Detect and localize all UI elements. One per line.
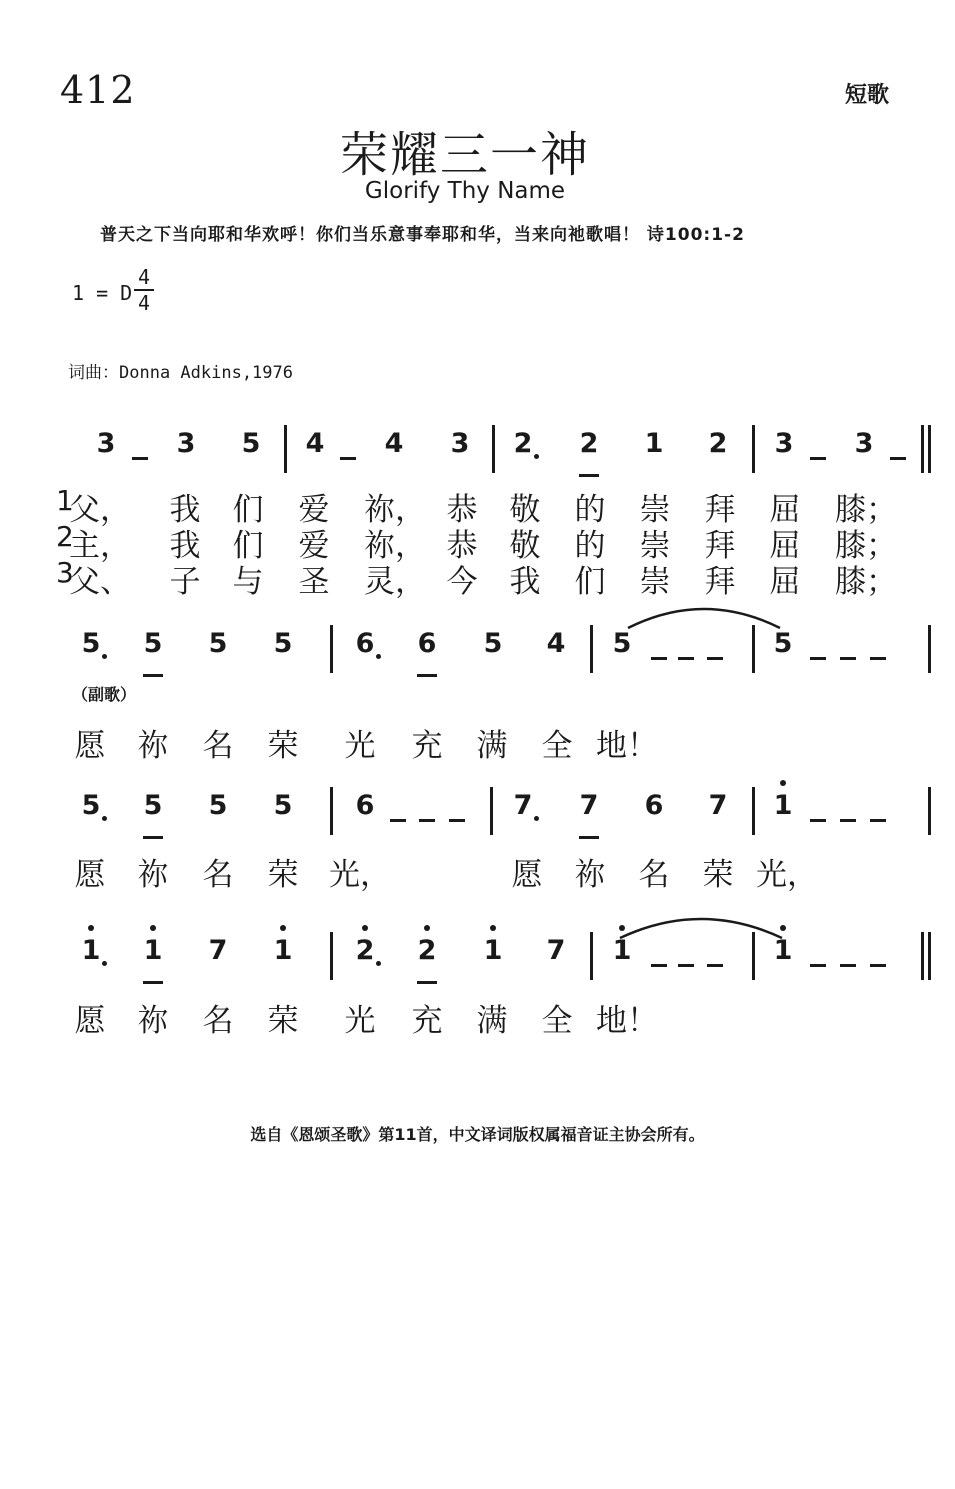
time-signature	[134, 266, 154, 314]
barline	[921, 425, 924, 473]
high-octave-dot	[150, 925, 156, 931]
high-octave-dot	[280, 925, 286, 931]
sustain-dash	[678, 964, 694, 967]
barline	[928, 625, 931, 673]
high-octave-dot	[424, 925, 430, 931]
category-label: 短歌	[845, 83, 890, 108]
barline	[590, 932, 593, 980]
sustain-dash	[840, 657, 856, 660]
sustain-dash	[810, 819, 826, 822]
barline	[492, 425, 495, 473]
copyright-footer: 选自《恩颂圣歌》第11首，中文译词版权属福音证主协会所有。	[250, 1125, 705, 1144]
augmentation-dot	[376, 654, 381, 659]
barline	[284, 425, 287, 473]
sustain-dash	[810, 964, 826, 967]
barline	[921, 932, 924, 980]
high-octave-dot	[619, 925, 625, 931]
barline	[752, 932, 755, 980]
time-signature-bottom: 4	[137, 291, 151, 315]
scripture-epigraph: 普天之下当向耶和华欢呼！你们当乐意事奉耶和华，当来向祂歌唱！ 诗100:1-2	[100, 225, 745, 245]
augmentation-dot	[102, 961, 107, 966]
sustain-dash	[840, 819, 856, 822]
augmentation-dot	[376, 961, 381, 966]
key-signature: 1 = D	[72, 281, 133, 305]
verse-number: 3	[56, 556, 74, 589]
high-octave-dot	[362, 925, 368, 931]
augmentation-dot	[102, 816, 107, 821]
credits-line: 词曲：Donna Adkins,1976	[68, 363, 293, 383]
sustain-dash	[707, 964, 723, 967]
sustain-dash	[810, 457, 826, 460]
tie-slur	[0, 0, 1, 1]
barline	[490, 787, 493, 835]
chorus-label: （副歌）	[72, 685, 137, 704]
hymn-title-english: Glorify Thy Name	[364, 178, 566, 204]
high-octave-dot	[88, 925, 94, 931]
sustain-dash	[870, 819, 886, 822]
barline	[928, 425, 931, 473]
barline	[330, 932, 333, 980]
barline	[928, 787, 931, 835]
sustain-dash	[449, 819, 465, 822]
high-octave-dot	[780, 780, 786, 786]
barline	[752, 625, 755, 673]
high-octave-dot	[780, 925, 786, 931]
eighth-underline	[579, 836, 599, 839]
sustain-dash	[678, 657, 694, 660]
time-signature-top: 4	[137, 265, 151, 289]
sustain-dash	[132, 457, 148, 460]
hymn-title-chinese: 荣耀三一神	[339, 127, 590, 183]
verse-number: 1	[56, 484, 74, 517]
barline	[330, 625, 333, 673]
barline	[590, 625, 593, 673]
sustain-dash	[651, 964, 667, 967]
barline	[330, 787, 333, 835]
sustain-dash	[810, 657, 826, 660]
augmentation-dot	[102, 654, 107, 659]
hymn-number: 412	[60, 68, 136, 112]
eighth-underline	[143, 674, 163, 677]
augmentation-dot	[534, 816, 539, 821]
barline	[928, 932, 931, 980]
sustain-dash	[419, 819, 435, 822]
sustain-dash	[340, 457, 356, 460]
sustain-dash	[870, 964, 886, 967]
eighth-underline	[143, 981, 163, 984]
augmentation-dot	[534, 454, 539, 459]
sustain-dash	[651, 657, 667, 660]
sustain-dash	[840, 964, 856, 967]
eighth-underline	[417, 674, 437, 677]
verse-number: 2	[56, 520, 74, 553]
sustain-dash	[870, 657, 886, 660]
high-octave-dot	[490, 925, 496, 931]
eighth-underline	[417, 981, 437, 984]
eighth-underline	[143, 836, 163, 839]
sustain-dash	[890, 457, 906, 460]
sustain-dash	[390, 819, 406, 822]
eighth-underline	[579, 474, 599, 477]
barline	[752, 787, 755, 835]
sustain-dash	[707, 657, 723, 660]
barline	[752, 425, 755, 473]
